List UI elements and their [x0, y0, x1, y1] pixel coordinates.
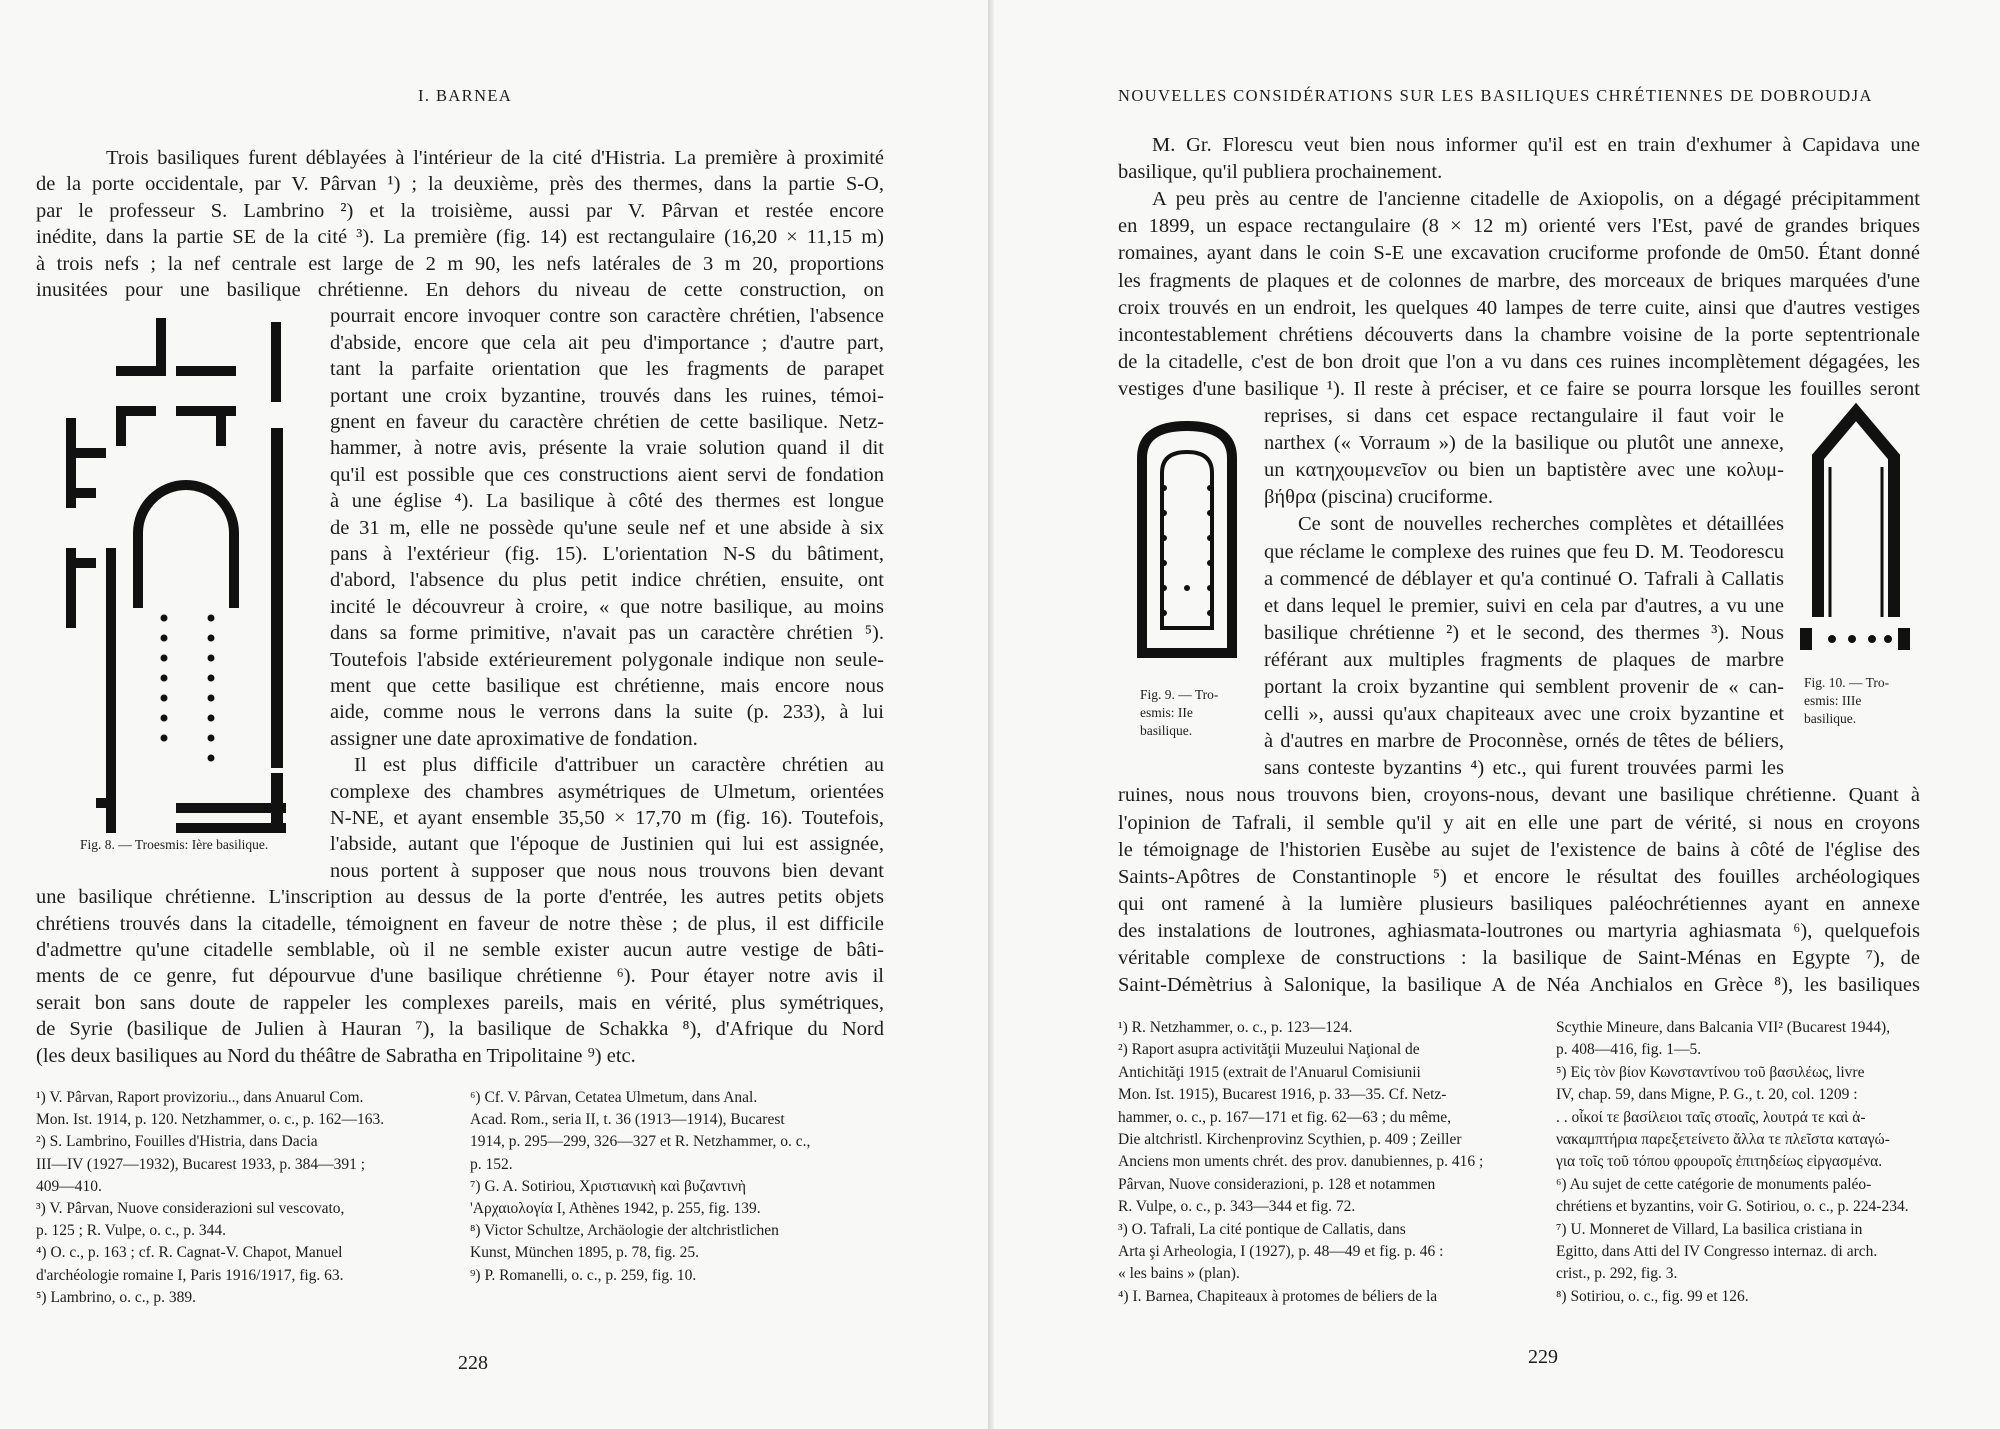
text-line: romaines, ayant dans le coin S-E une excavation cruciforme profonde de 0m50. Étant donné [1118, 242, 1920, 265]
text-line: incité le découvreur à croire, « que notre basilique, au moins [330, 595, 884, 618]
footnote-line: ⁵) Lambrino, o. c., p. 389. [36, 1288, 196, 1306]
plan-walls [66, 318, 286, 833]
footnote-line: Antichităţi 1915 (extrait de l'Anuarul Comisiunii [1118, 1063, 1421, 1081]
text-line: à une église ⁴). La basilique à côté des thermes est longue [330, 490, 884, 513]
footnote-line: . . οἶκοί τε βασίλειοι ταῖς στοαῖς, λουτρά τε καὶ ἀ- [1556, 1108, 1866, 1126]
footnote-line: ²) Raport asupra activităţii Muzeului Naţional de [1118, 1041, 1420, 1059]
text-line: Trois basiliques furent déblayées à l'intérieur de la cité d'Histria. La première à proximité [106, 147, 884, 169]
text-line: (les deux basiliques au Nord du théâtre de Sabratha en Tripolitaine ⁹) etc. [36, 1044, 636, 1067]
text-line: une basilique chrétienne. L'inscription au dessus de la porte d'entrée, les autres petits objets [36, 886, 884, 909]
text-line: d'abside, encore que cela ait peu d'importance ; d'autre part, [330, 331, 884, 354]
text-line: N-NE, et ayant ensemble 35,50 × 17,70 m (fig. 16). Toutefois, [330, 807, 884, 829]
text-line: basilique, qu'il publiera prochainement. [1118, 161, 1443, 184]
text-line: complexe des chambres asymétriques de Ulmetum, orientées [330, 780, 884, 803]
text-line: nous portent à supposer que nous nous trouvons bien devant [330, 859, 884, 882]
text-line: ruines, nous nous trouvons bien, croyons-nous, devant une basilique chrétienne. Quant à [1118, 784, 1920, 807]
footnote-line: p. 408—416, fig. 1—5. [1556, 1041, 1702, 1059]
text-line: dans sa forme primitive, n'avait pas un caractère chrétien ⁵). [330, 622, 884, 645]
text-line: portant une croix byzantine, trouvés dans les ruines, témoi- [330, 384, 884, 407]
text-line: à d'autres en marbre de Proconnèse, ornés de têtes de béliers, [1264, 730, 1784, 753]
footnote-line: Pârvan, Nuove considerazioni, p. 128 et notammen [1118, 1175, 1436, 1193]
text-line: sans conteste byzantins ⁴) etc., qui furent trouvées parmi les [1264, 757, 1784, 780]
footnote-line: IV, chap. 59, dans Migne, P. G., t. 20, col. 1209 : [1556, 1086, 1858, 1104]
text-line: l'opinion de Tafrali, il semble qu'il y ait en elle une part de vérité, si nous en croyons [1118, 811, 1920, 834]
text-line: un κατηχουμενεῖον ou bien un baptistère avec une κολυμ- [1264, 459, 1784, 482]
text-line: l'abside, autant que l'époque de Justinien qui lui est assignée, [330, 833, 884, 856]
text-line: de Syrie (basilique de Julien à Hauran ⁷), la basilique de Schakka ⁸), d'Afrique du Nord [36, 1018, 884, 1041]
footnote-line: ³) V. Pârvan, Nuove considerazioni sul vescovato, [36, 1200, 345, 1217]
text-line: A peu près au centre de l'ancienne citadelle de Axiopolis, on a dégagé précipitamment [1152, 188, 1920, 211]
text-line: a commencé de déblayer et qu'a continué O. Tafrali à Callatis [1264, 567, 1784, 590]
footnote-line: R. Vulpe, o. c., p. 343—344 et fig. 72. [1118, 1198, 1356, 1216]
text-line: incontestablement chrétiens découverts dans la chambre voisine de la porte septentrionale [1118, 323, 1920, 346]
text-line: aide, comme nous le verrons dans la suite (p. 233), à lui [330, 701, 884, 724]
footnote-line: crist., p. 292, fig. 3. [1556, 1265, 1678, 1283]
footnote-line: ¹) R. Netzhammer, o. c., p. 123—124. [1118, 1019, 1353, 1036]
text-line: inusitées pour une basilique chrétienne. En dehors du niveau de cette construction, on [36, 279, 884, 301]
footnote-line: « les bains » (plan). [1118, 1265, 1240, 1283]
figure-caption: Fig. 8. — Troesmis: Ière basilique. [80, 837, 269, 852]
footnote-line: ⁵) Εἰς τὸν βίον Κωνσταντίνου τοῦ βασιλέως, livre [1556, 1063, 1865, 1081]
footnote-line: hammer, o. c., p. 167—171 et fig. 62—63 ; du même, [1118, 1108, 1452, 1126]
text-line: tant la parfaite orientation que les fragments de parapet [330, 358, 884, 381]
footnote-line: p. 152. [470, 1155, 513, 1173]
footnote-line: ⁷) G. A. Sotiriou, Χριστιανικὴ καὶ βυζαντινὴ [470, 1177, 747, 1195]
text-line: gnent en faveur du caractère chrétien de cette basilique. Netz- [330, 411, 884, 433]
footnote-line: Kunst, München 1895, p. 78, fig. 25. [470, 1244, 700, 1262]
text-line: de la porte occidentale, par V. Pârvan ¹) ; la deuxième, près des thermes, dans la partie S-O, [36, 173, 884, 196]
text-line: et dans lequel le premier, suivi en cela par d'autres, a vu une [1264, 594, 1784, 617]
footnote-line: ⁹) P. Romanelli, o. c., p. 259, fig. 10. [470, 1266, 697, 1284]
footnote-line: νακαμπτήρια παρεξετείνετο ἄλλα τε πλεῖστα καταγώ- [1556, 1131, 1890, 1148]
footnote-line: Anciens mon uments chrét. des prov. danubiennes, p. 416 ; [1118, 1153, 1484, 1171]
caption-line: esmis: IIIe [1804, 693, 1862, 708]
text-line: croix trouvés en un endroit, les quelques 40 lampes de terre cuite, ainsi que d'autres vestiges [1118, 296, 1920, 319]
text-line: Il est plus difficile d'attribuer un caractère chrétien au [354, 754, 884, 777]
text-line: d'admettre qu'une citadelle semblable, où il ne semble exister aucun autre vestige de bâti- [36, 939, 884, 961]
footnote-line: ⁴) O. c., p. 163 ; cf. R. Cagnat-V. Chapot, Manuel [36, 1244, 343, 1262]
left-page [0, 0, 994, 1429]
footnote-line: ³) O. Tafrali, La cité pontique de Callatis, dans [1118, 1220, 1406, 1238]
figure-plan-basilica-1 [66, 318, 306, 833]
text-line: ment que cette basilique est chrétienne, mais encore nous [330, 675, 884, 697]
footnote-line: ⁶) Au sujet de cette catégorie de monuments paléo- [1556, 1175, 1872, 1193]
footnote-line: ¹) V. Pârvan, Raport provizoriu.., dans Anuarul Com. [36, 1089, 364, 1106]
page-number: 229 [1528, 1346, 1558, 1368]
text-line: ments de ce genre, fut dépourvue d'une basilique chrétienne ⁶). Pour étayer notre avis il [36, 965, 884, 988]
text-line: Saints-Apôtres de Constantinople ⁵) et encore le résultat des fouilles archéologiques [1118, 865, 1920, 888]
caption-line: Fig. 9. — Tro- [1140, 687, 1219, 702]
text-line: inédite, dans la partie SE de la cité ³). La première (fig. 14) est rectangulaire (16,20 × 11,15 m) [36, 226, 884, 249]
text-line: vestiges d'une basilique ¹). Il reste à préciser, et ce faire se pourra lorsque les fouilles seront [1118, 377, 1920, 400]
text-line: basilique chrétienne ²) et le second, des thermes ³). Nous [1264, 621, 1784, 644]
footnote-line: p. 125 ; R. Vulpe, o. c., p. 344. [36, 1222, 226, 1240]
footnote-line: ⁶) Cf. V. Pârvan, Cetatea Ulmetum, dans Anal. [470, 1089, 758, 1106]
caption-line: basilique. [1804, 711, 1857, 726]
text-line: portant la croix byzantine qui semblent provenir de « can- [1264, 676, 1784, 698]
text-line: référant aux multiples fragments de plaques de marbre [1264, 648, 1784, 671]
apse [138, 485, 234, 608]
running-header: NOUVELLES CONSIDÉRATIONS SUR LES BASILIQUES CHRÉTIENNES DE DOBROUDJA [1118, 86, 1873, 105]
text-line: le témoignage de l'historien Eusèbe au sujet de l'existence de bains à côté de l'église des [1118, 838, 1920, 861]
text-line: que réclame le complexe des ruines que feu D. M. Teodorescu [1264, 540, 1784, 563]
text-line: Toutefois l'abside extérieurement polygonale indique non seule- [330, 648, 884, 671]
footnote-line: Acad. Rom., seria II, t. 36 (1913—1914), Bucarest [470, 1111, 785, 1129]
caption-line: Fig. 10. — Tro- [1804, 675, 1890, 690]
footnote-line: Mon. Ist. 1915), Bucarest 1916, p. 33—35. Cf. Netz- [1118, 1086, 1447, 1104]
text-line: qu'il est possible que ces constructions aient servi de fondation [330, 463, 884, 486]
text-line: par le professeur S. Lambrino ²) et la troisième, aussi par V. Pârvan et restée encore [36, 199, 884, 222]
text-line: d'abord, l'absence du plus petit indice chrétien, ensuite, ont [330, 569, 884, 592]
running-header: I. BARNEA [418, 86, 513, 105]
footnote-line: ⁴) I. Barnea, Chapiteaux à protomes de béliers de la [1118, 1287, 1438, 1305]
text-line: pans à l'extérieur (fig. 15). L'orientation N-S du bâtiment, [330, 543, 884, 565]
footnote-line: d'archéologie romaine I, Paris 1916/1917, fig. 63. [36, 1266, 344, 1284]
text-line: qui ont ramené à la lumière plusieurs basiliques paléochrétiennes ayant en annexe [1118, 892, 1920, 915]
footnote-line: Scythie Mineure, dans Balcania VII² (Bucarest 1944), [1556, 1019, 1891, 1036]
footnote-line: για τοῖς τοῦ τόπου φρουροῖς ἐπιτηδείως εἰργασμένα. [1556, 1153, 1883, 1171]
footnote-line: ²) S. Lambrino, Fouilles d'Histria, dans Dacia [36, 1133, 318, 1151]
right-page [994, 0, 2000, 1429]
footnote-line: ⁸) Sotiriou, o. c., fig. 99 et 126. [1556, 1287, 1749, 1305]
text-line: serait bon sans doute de rappeler les complexes pareils, mais en vérité, plus symétriques, [36, 991, 884, 1014]
text-line: celli », aussi qu'aux chapiteaux avec une croix byzantine et [1264, 703, 1784, 726]
text-line: pourrait encore invoquer contre son caractère chrétien, l'absence [330, 305, 884, 328]
text-line: en 1899, un espace rectangulaire (8 × 12 m) orienté vers l'Est, pavé de grandes briques [1118, 215, 1920, 238]
text-line: hammer, à notre avis, présente la vraie solution quand il dit [330, 437, 884, 460]
text-line: des instalations de loutrones, aghiasmata-loutrones ou martyria aghiasmata ⁶), quelquefois [1118, 919, 1920, 942]
footnote-line: Arta şi Arheologia, I (1927), p. 48—49 et fig. p. 46 : [1118, 1243, 1444, 1260]
text-line: assigner une date aproximative de fondation. [330, 727, 698, 750]
footnote-line: 409—410. [36, 1177, 102, 1195]
footnote-line: Egitto, dans Atti del IV Congresso internaz. di arch. [1556, 1243, 1878, 1260]
footnote-line: Mon. Ist. 1914, p. 120. Netzhammer, o. c., p. 162—163. [36, 1111, 385, 1129]
caption-line: esmis: IIe [1140, 705, 1193, 720]
text-line: reprises, si dans cet espace rectangulaire il faut voir le [1264, 405, 1784, 427]
text-line: βήθρα (piscina) cruciforme. [1264, 486, 1493, 509]
footnote-line: ⁷) U. Monneret de Villard, La basilica cristiana in [1556, 1220, 1863, 1238]
text-line: narthex (« Vorraum ») de la basilique ou plutôt une annexe, [1264, 432, 1784, 455]
footnote-line: Die altchristl. Kirchenprovinz Scythien, p. 409 ; Zeiller [1118, 1131, 1462, 1148]
column-markers [161, 615, 215, 762]
text-line: Ce sont de nouvelles recherches complètes et détaillées [1298, 513, 1784, 536]
figure-plan-basilica-2 [1132, 418, 1242, 658]
text-line: chrétiens trouvés dans la citadelle, témoignent en faveur de notre thèse ; de plus, il est difficile [36, 912, 884, 935]
text-line: véritable complexe de constructions : la basilique de Saint-Ménas en Egypte ⁷), de [1118, 947, 1920, 969]
footnote-line: 1914, p. 295—299, 326—327 et R. Netzhammer, o. c., [470, 1133, 811, 1151]
text-line: M. Gr. Florescu veut bien nous informer qu'il est en train d'exhumer à Capidava une [1152, 134, 1920, 156]
figure-plan-basilica-3 [1800, 402, 1912, 654]
footnote-line: chrétiens et byzantins, voir G. Sotiriou, o. c., p. 224-234. [1556, 1198, 1909, 1216]
text-line: Saint-Démètrius à Salonique, la basilique A de Néa Anchialos en Grèce ⁸), les basiliques [1118, 974, 1920, 997]
page-number: 228 [458, 1352, 488, 1374]
text-line: à trois nefs ; la nef centrale est large de 2 m 90, les nefs latérales de 3 m 20, proportions [36, 252, 884, 275]
footnote-line: III—IV (1927—1932), Bucarest 1933, p. 384—391 ; [36, 1155, 366, 1173]
text-line: de 31 m, elle ne possède qu'une seule nef et une abside à six [330, 516, 884, 539]
footnote-line: 'Αρχαιολογία I, Athènes 1942, p. 255, fig. 139. [470, 1200, 761, 1217]
footnote-line: ⁸) Victor Schultze, Archäologie der altchristlichen [470, 1222, 779, 1240]
caption-line: basilique. [1140, 723, 1193, 738]
text-line: les fragments de plaques et de colonnes de marbre, des morceaux de briques marquées d'une [1118, 269, 1920, 292]
text-line: de la citadelle, c'est de bon droit que l'on a vu dans ces ruines incomplètement dégagées, les [1118, 350, 1920, 373]
